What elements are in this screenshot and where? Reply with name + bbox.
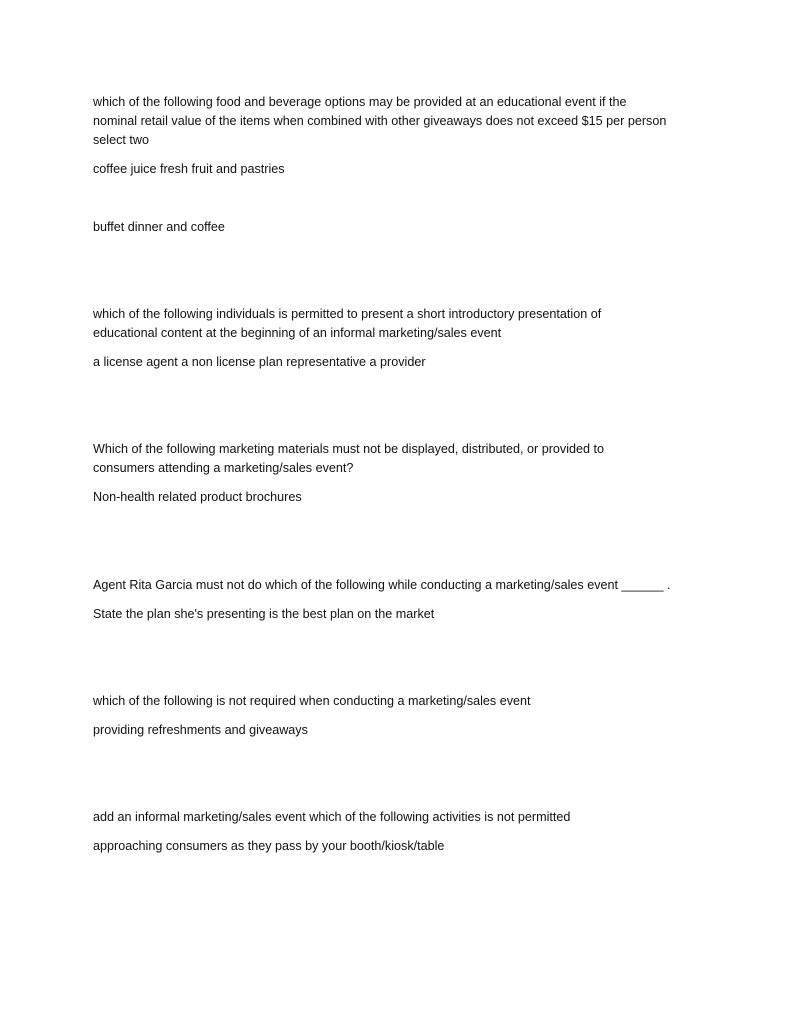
question-3-line-2: consumers attending a marketing/sales event? (93, 461, 354, 475)
answer-4: State the plan she's presenting is the best plan on the market (93, 607, 435, 621)
question-2-line-1: which of the following individuals is permitted to present a short introductory presentation of (93, 307, 602, 321)
answer-5: providing refreshments and giveaways (93, 723, 308, 737)
question-1-line-1: which of the following food and beverage options may be provided at an educational event if the (93, 95, 627, 109)
question-1-line-3: select two (93, 133, 149, 147)
answer-2: a license agent a non license plan representative a provider (93, 355, 426, 369)
question-4-line-1: Agent Rita Garcia must not do which of the following while conducting a marketing/sales event ______ . (93, 578, 671, 592)
question-5-line-1: which of the following is not required when conducting a marketing/sales event (93, 694, 531, 708)
answer-3: Non-health related product brochures (93, 490, 302, 504)
answer-1-b: buffet dinner and coffee (93, 220, 225, 234)
answer-1-a: coffee juice fresh fruit and pastries (93, 162, 285, 176)
question-2-line-2: educational content at the beginning of an informal marketing/sales event (93, 326, 502, 340)
question-6-line-1: add an informal marketing/sales event which of the following activities is not permitted (93, 810, 571, 824)
question-3-line-1: Which of the following marketing materials must not be displayed, distributed, or provided to (93, 442, 604, 456)
answer-6: approaching consumers as they pass by your booth/kiosk/table (93, 839, 445, 853)
question-1-line-2: nominal retail value of the items when combined with other giveaways does not exceed $15 per person (93, 114, 667, 128)
